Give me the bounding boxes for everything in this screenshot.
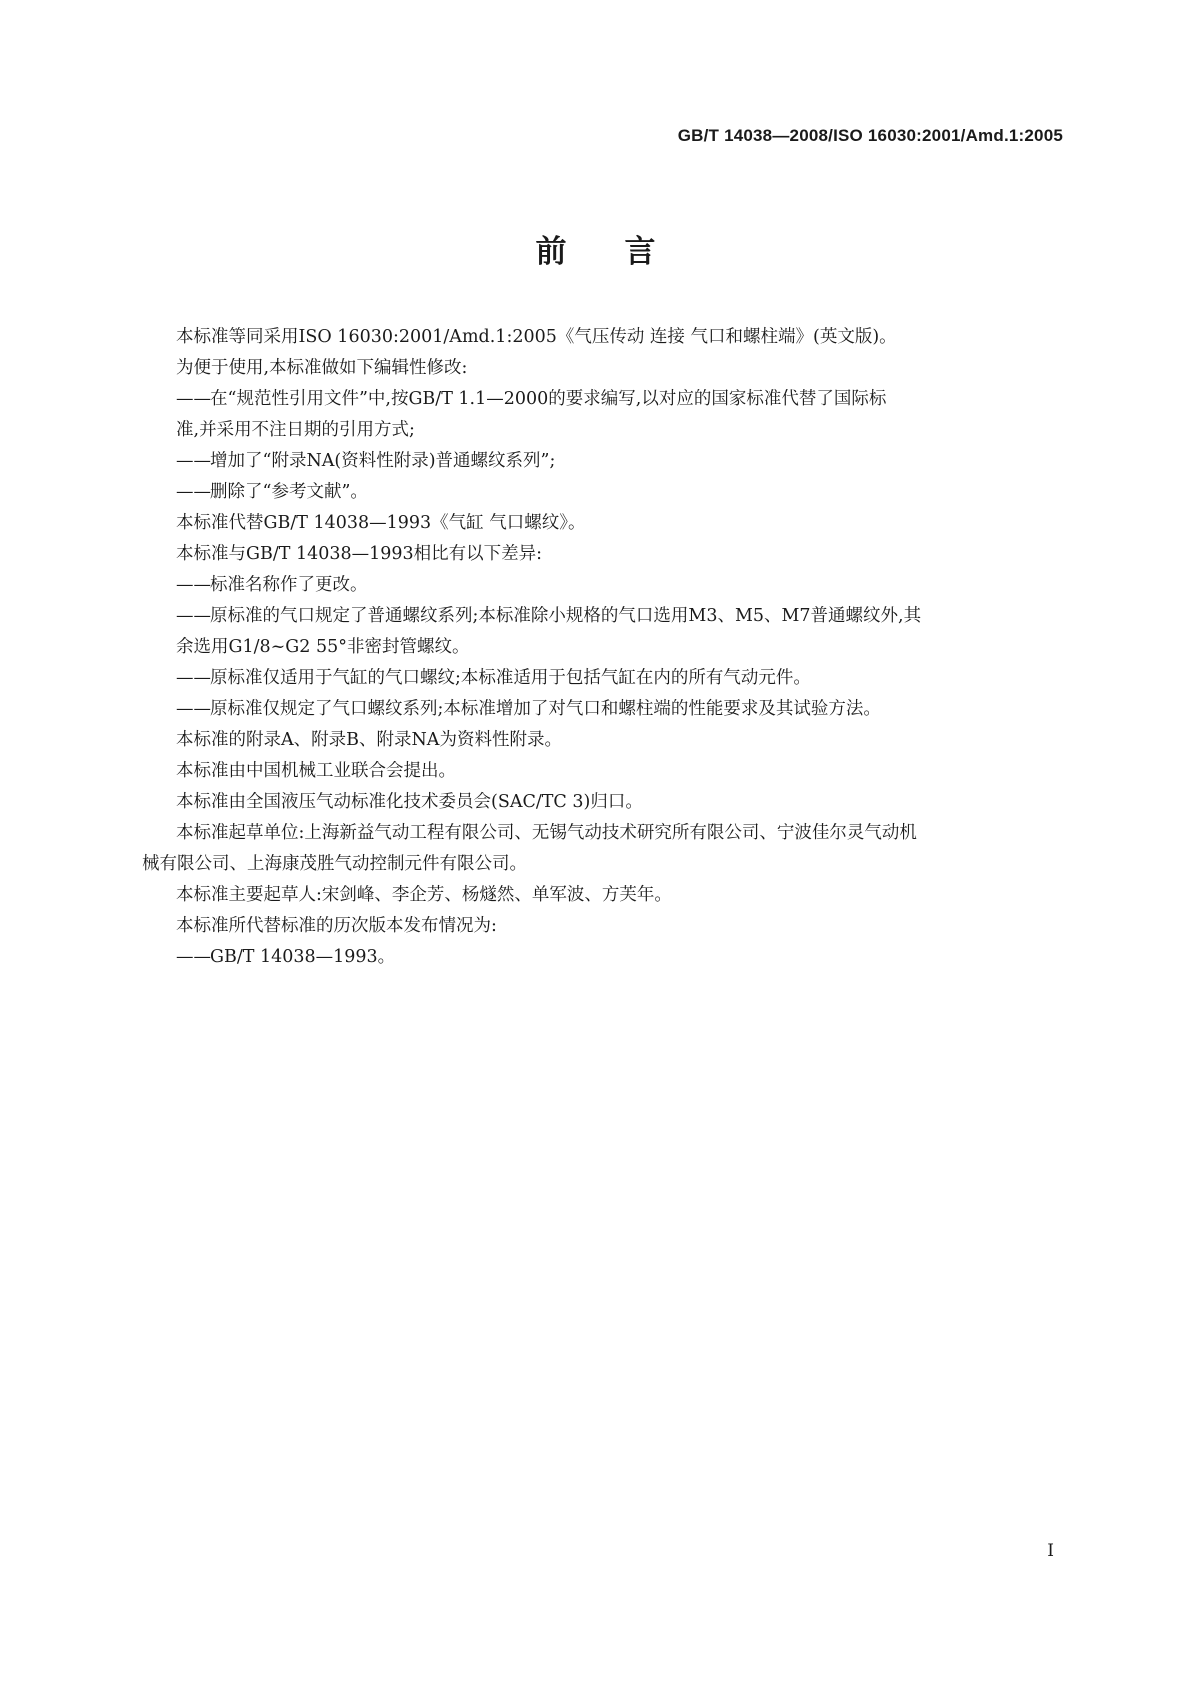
list-item [176, 477, 1066, 508]
list-item [176, 663, 1066, 694]
list-item-text: 原标准仅适用于气缸的气口螺纹;本标准适用于包括气缸在内的所有气动元件。 [210, 668, 811, 688]
paragraph-history-intro: 本标准所代替标准的历次版本发布情况为: [176, 916, 497, 936]
paragraph-drafting-units [142, 818, 1066, 880]
standard-code-header: GB/T 14038—2008/ISO 16030:2001/Amd.1:2005 [677, 126, 1063, 145]
list-item-text: 原标准的气口规定了普通螺纹系列;本标准除小规格的气口选用M3、M5、M7普通螺纹外,其 [210, 606, 922, 626]
dash-marker: —— [176, 699, 211, 719]
list-item-text: 增加了“附录NA(资料性附录)普通螺纹系列”; [210, 451, 556, 471]
drafting-units-line-2: 械有限公司、上海康茂胜气动控制元件有限公司。 [142, 854, 527, 874]
paragraph-replaces: 本标准代替GB/T 14038—1993《气缸 气口螺纹》。 [176, 513, 586, 533]
list-item [176, 942, 1066, 973]
dash-marker: —— [176, 606, 211, 626]
dash-marker: —— [176, 575, 211, 595]
dash-marker: —— [176, 389, 211, 409]
paragraph-differences-intro: 本标准与GB/T 14038—1993相比有以下差异: [176, 544, 543, 564]
paragraph-centralized-by: 本标准由全国液压气动标准化技术委员会(SAC/TC 3)归口。 [176, 792, 643, 812]
list-item-text-continued: 余选用G1/8~G2 55°非密封管螺纹。 [176, 637, 470, 657]
list-item-text: 原标准仅规定了气口螺纹系列;本标准增加了对气口和螺柱端的性能要求及其试验方法。 [210, 699, 881, 719]
list-item [176, 694, 1066, 725]
list-item-text-continued: 准,并采用不注日期的引用方式; [176, 420, 415, 440]
dash-marker: —— [176, 451, 211, 471]
paragraph-proposed-by: 本标准由中国机械工业联合会提出。 [176, 761, 456, 781]
dash-marker: —— [176, 947, 211, 967]
list-item-text: 标准名称作了更改。 [210, 575, 368, 595]
page-number: I [1047, 1541, 1054, 1561]
list-item-text: 在“规范性引用文件”中,按GB/T 1.1—2000的要求编写,以对应的国家标准代替了国际标 [210, 389, 887, 409]
dash-marker: —— [176, 668, 211, 688]
list-item [176, 570, 1066, 601]
page-title: 前言 [535, 234, 714, 270]
list-item [176, 446, 1066, 477]
list-item [176, 601, 1066, 663]
paragraph-annexes: 本标准的附录A、附录B、附录NA为资料性附录。 [176, 730, 562, 750]
list-item [176, 384, 1066, 446]
drafting-units-line-1: 本标准起草单位:上海新益气动工程有限公司、无锡气动技术研究所有限公司、宁波佳尔灵气动机 [176, 823, 917, 843]
dash-marker: —— [176, 482, 211, 502]
list-item-text: GB/T 14038—1993。 [210, 947, 396, 967]
paragraph-editorial-intro: 为便于使用,本标准做如下编辑性修改: [176, 358, 468, 378]
paragraph-drafters: 本标准主要起草人:宋剑峰、李企芳、杨燧然、单军波、方芙年。 [176, 885, 672, 905]
paragraph-adoption: 本标准等同采用ISO 16030:2001/Amd.1:2005《气压传动 连接 气口和螺柱端》(英文版)。 [176, 327, 897, 347]
list-item-text: 删除了“参考文献”。 [210, 482, 368, 502]
foreword-body [142, 322, 1066, 973]
